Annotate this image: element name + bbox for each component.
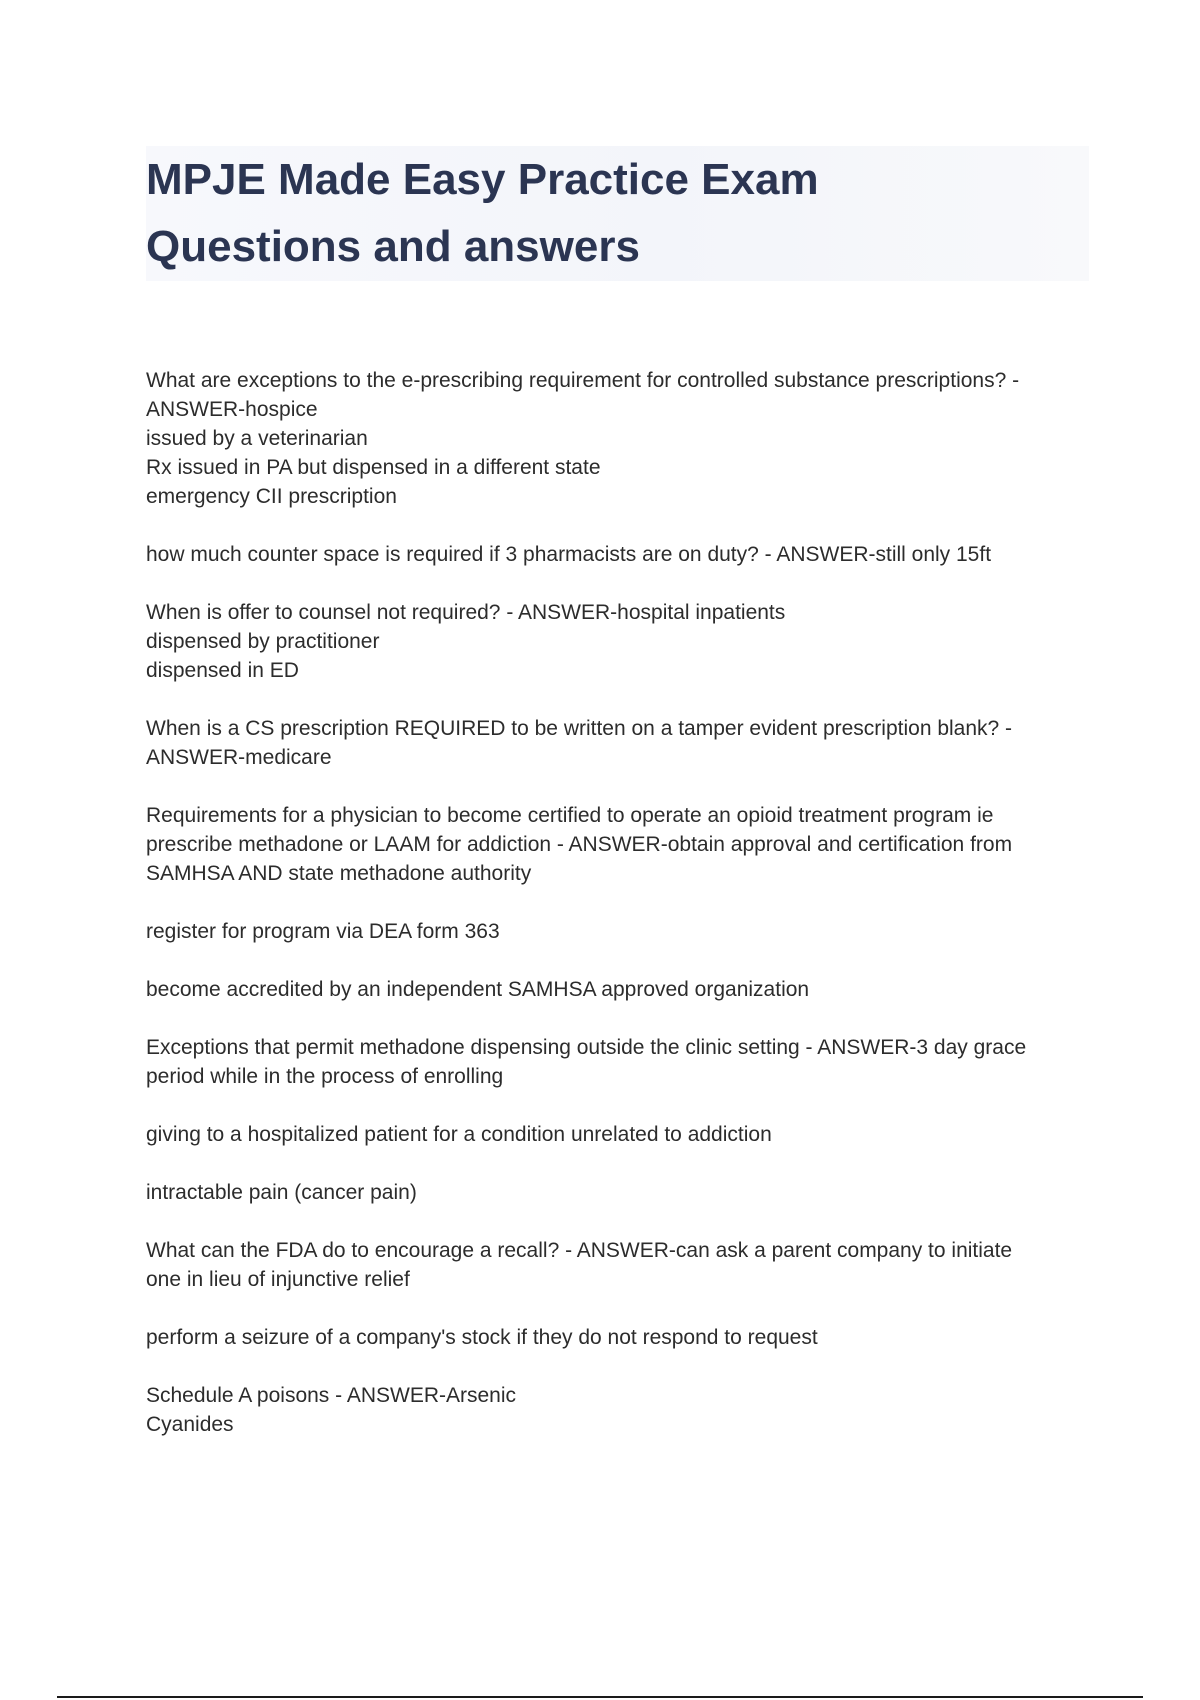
qa-block (146, 1323, 1106, 1352)
page-title (146, 146, 1089, 280)
qa-block (146, 598, 1106, 685)
text-line: ANSWER-hospice (146, 398, 318, 421)
qa-content (146, 366, 1106, 1468)
title-banner (146, 146, 1089, 281)
text-line: Requirements for a physician to become certified to operate an opioid treatment program ie (146, 804, 994, 827)
qa-block (146, 1236, 1106, 1294)
qa-block (146, 714, 1106, 772)
footer-divider (57, 1696, 1143, 1698)
text-line: When is offer to counsel not required? - ANSWER-hospital inpatients (146, 601, 786, 624)
text-line: giving to a hospitalized patient for a condition unrelated to addiction (146, 1123, 772, 1146)
text-line: What are exceptions to the e-prescribing requirement for controlled substance prescriptions? - (146, 369, 1020, 392)
qa-block (146, 975, 1106, 1004)
text-line: ANSWER-medicare (146, 746, 332, 769)
qa-block (146, 1033, 1106, 1091)
text-line: Exceptions that permit methadone dispensing outside the clinic setting - ANSWER-3 day grace (146, 1036, 1027, 1059)
qa-block (146, 801, 1106, 888)
qa-block (146, 1381, 1106, 1439)
text-line: perform a seizure of a company's stock if they do not respond to request (146, 1326, 818, 1349)
text-line: prescribe methadone or LAAM for addiction - ANSWER-obtain approval and certification from (146, 833, 1013, 856)
text-line: Rx issued in PA but dispensed in a different state (146, 456, 601, 479)
text-line: When is a CS prescription REQUIRED to be written on a tamper evident prescription blank? - (146, 717, 1013, 740)
qa-block (146, 1120, 1106, 1149)
text-line: issued by a veterinarian (146, 427, 368, 450)
text-line: register for program via DEA form 363 (146, 920, 500, 943)
text-line: emergency CII prescription (146, 485, 397, 508)
qa-block (146, 540, 1106, 569)
text-line: dispensed by practitioner (146, 630, 380, 653)
text-line: period while in the process of enrolling (146, 1065, 504, 1088)
text-line: What can the FDA do to encourage a recall? - ANSWER-can ask a parent company to initiate (146, 1239, 1013, 1262)
text-line: intractable pain (cancer pain) (146, 1181, 417, 1204)
text-line: SAMHSA AND state methadone authority (146, 862, 532, 885)
text-line: Cyanides (146, 1413, 234, 1436)
text-line: dispensed in ED (146, 659, 299, 682)
page-title-line-2: Questions and answers (146, 222, 640, 271)
qa-block (146, 366, 1106, 511)
text-line: Schedule A poisons - ANSWER-Arsenic (146, 1384, 517, 1407)
text-line: how much counter space is required if 3 pharmacists are on duty? - ANSWER-still only 15ft (146, 543, 992, 566)
page-title-line-1: MPJE Made Easy Practice Exam (146, 155, 819, 204)
qa-block (146, 917, 1106, 946)
text-line: one in lieu of injunctive relief (146, 1268, 410, 1291)
qa-block (146, 1178, 1106, 1207)
text-line: become accredited by an independent SAMHSA approved organization (146, 978, 810, 1001)
